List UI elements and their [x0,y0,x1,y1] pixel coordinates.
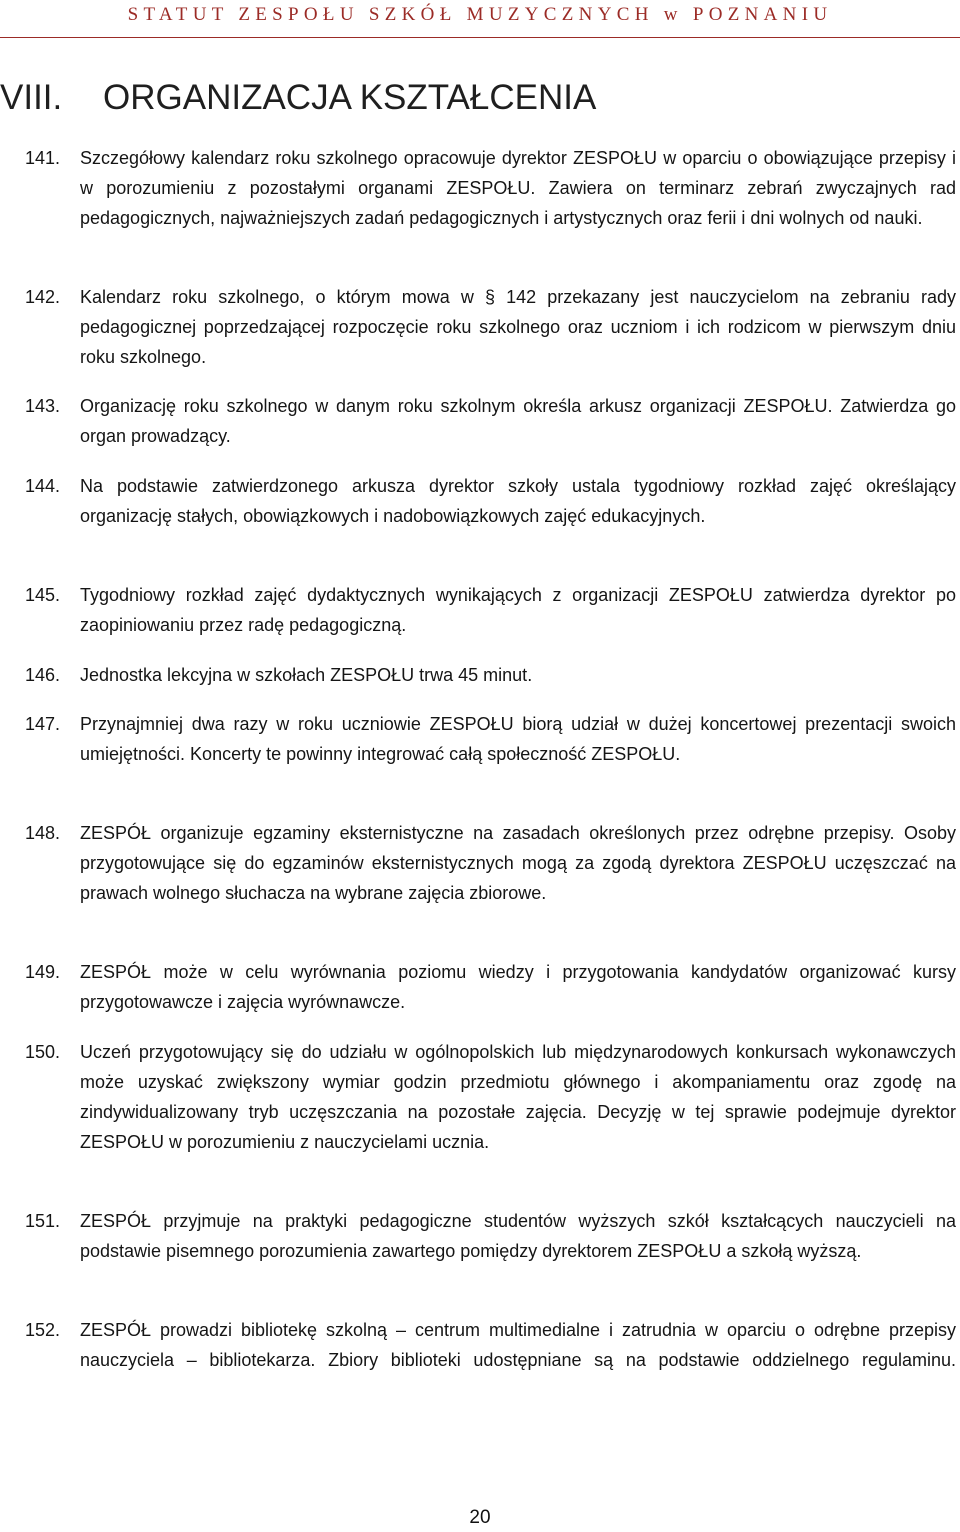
paragraph-number: 145. [25,585,61,605]
paragraph-text: Kalendarz roku szkolnego, o którym mowa w § 142 przekazany jest nauczycielom na zebraniu rady pedagogicznej poprzedzającej rozpoczęcie roku szkolnego oraz uczniom i ich rodzicom w pierwszym dniu roku szkolnego. [80,287,956,367]
paragraph-147 [0,709,956,769]
paragraph-number: 149. [25,962,61,982]
paragraph-text: ZESPÓŁ organizuje egzaminy eksternistyczne na zasadach określonych przez odrębne przepisy. Osoby przygotowujące się do egzaminów eksternistycznych mogą za zgodą dyrektora ZESPOŁU uczęszczać na prawach wolnego słuchacza na wybrane zajęcia zbiorowe. [80,823,956,903]
paragraph-number: 146. [25,665,61,685]
paragraph-149 [0,957,956,1017]
paragraph-text: Tygodniowy rozkład zajęć dydaktycznych wynikających z organizacji ZESPOŁU zatwierdza dyrektor po zaopiniowaniu przez radę pedagogiczną. [80,585,956,635]
paragraph-text: Organizację roku szkolnego w danym roku szkolnym określa arkusz organizacji ZESPOŁU. Zatwierdza go organ prowadzący. [80,396,956,446]
chapter-title: ORGANIZACJA KSZTAŁCENIA [103,78,597,117]
paragraph-number: 150. [25,1042,61,1062]
paragraph-text: Szczegółowy kalendarz roku szkolnego opracowuje dyrektor ZESPOŁU w oparciu o obowiązujące przepisy i w porozumieniu z pozostałymi organami ZESPOŁU. Zawiera on terminarz zebrań zwyczajnych rad pedagogicznych, najważniejszych zadań pedagogicznych i artystycznych oraz ferii i dni wolnych od nauki. [80,148,956,228]
paragraph-142 [0,282,956,372]
paragraph-143 [0,391,956,451]
paragraph-150 [0,1037,956,1157]
paragraph-text: Na podstawie zatwierdzonego arkusza dyrektor szkoły ustala tygodniowy rozkład zajęć określający organizację stałych, obowiązkowych i nadobowiązkowych zajęć edukacyjnych. [80,476,956,526]
paragraph-number: 151. [25,1211,61,1231]
paragraph-number: 141. [25,148,61,168]
paragraph-144 [0,471,956,531]
chapter-number: VIII. [0,78,63,117]
paragraph-number: 144. [25,476,61,496]
paragraph-text: ZESPÓŁ może w celu wyrównania poziomu wiedzy i przygotowania kandydatów organizować kursy przygotowawcze i zajęcia wyrównawcze. [80,962,956,1012]
paragraph-148 [0,818,956,908]
header-divider [0,37,960,38]
paragraph-number: 142. [25,287,61,307]
paragraph-145 [0,580,956,640]
paragraph-text: Jednostka lekcyjna w szkołach ZESPOŁU trwa 45 minut. [80,665,533,685]
paragraph-146 [0,660,956,690]
chapter-heading [0,76,940,120]
page-number: 20 [469,1507,491,1528]
paragraph-number: 147. [25,714,61,734]
paragraph-text: Uczeń przygotowujący się do udziału w ogólnopolskich lub międzynarodowych konkursach wykonawczych może uzyskać zwiększony wymiar godzin przedmiotu głównego i akompaniamentu oraz zgodę na zindywidualizowany tryb uczęszczania na pozostałe zajęcia. Decyzję w tej sprawie podejmuje dyrektor ZESPOŁU w porozumieniu z nauczycielami ucznia. [80,1042,956,1152]
paragraph-141 [0,143,956,233]
paragraph-number: 143. [25,396,61,416]
paragraph-text: Przynajmniej dwa razy w roku uczniowie ZESPOŁU biorą udział w dużej koncertowej prezentacji swoich umiejętności. Koncerty te powinny integrować całą społeczność ZESPOŁU. [80,714,956,764]
running-header: STATUT ZESPOŁU SZKÓŁ MUZYCZNYCH w POZNANIU [127,4,833,25]
paragraph-text: ZESPÓŁ przyjmuje na praktyki pedagogiczne studentów wyższych szkół kształcących nauczycieli na podstawie pisemnego porozumienia zawartego pomiędzy dyrektorem ZESPOŁU a szkołą wyższą. [80,1211,956,1261]
paragraph-152 [0,1315,956,1375]
paragraph-151 [0,1206,956,1266]
paragraph-number: 148. [25,823,61,843]
paragraph-number: 152. [25,1320,61,1340]
paragraph-text: ZESPÓŁ prowadzi bibliotekę szkolną – centrum multimedialne i zatrudnia w oparciu o odrębne przepisy nauczyciela – bibliotekarza. Zbiory biblioteki udostępniane są na podstawie oddzielnego regulaminu. [80,1320,956,1370]
